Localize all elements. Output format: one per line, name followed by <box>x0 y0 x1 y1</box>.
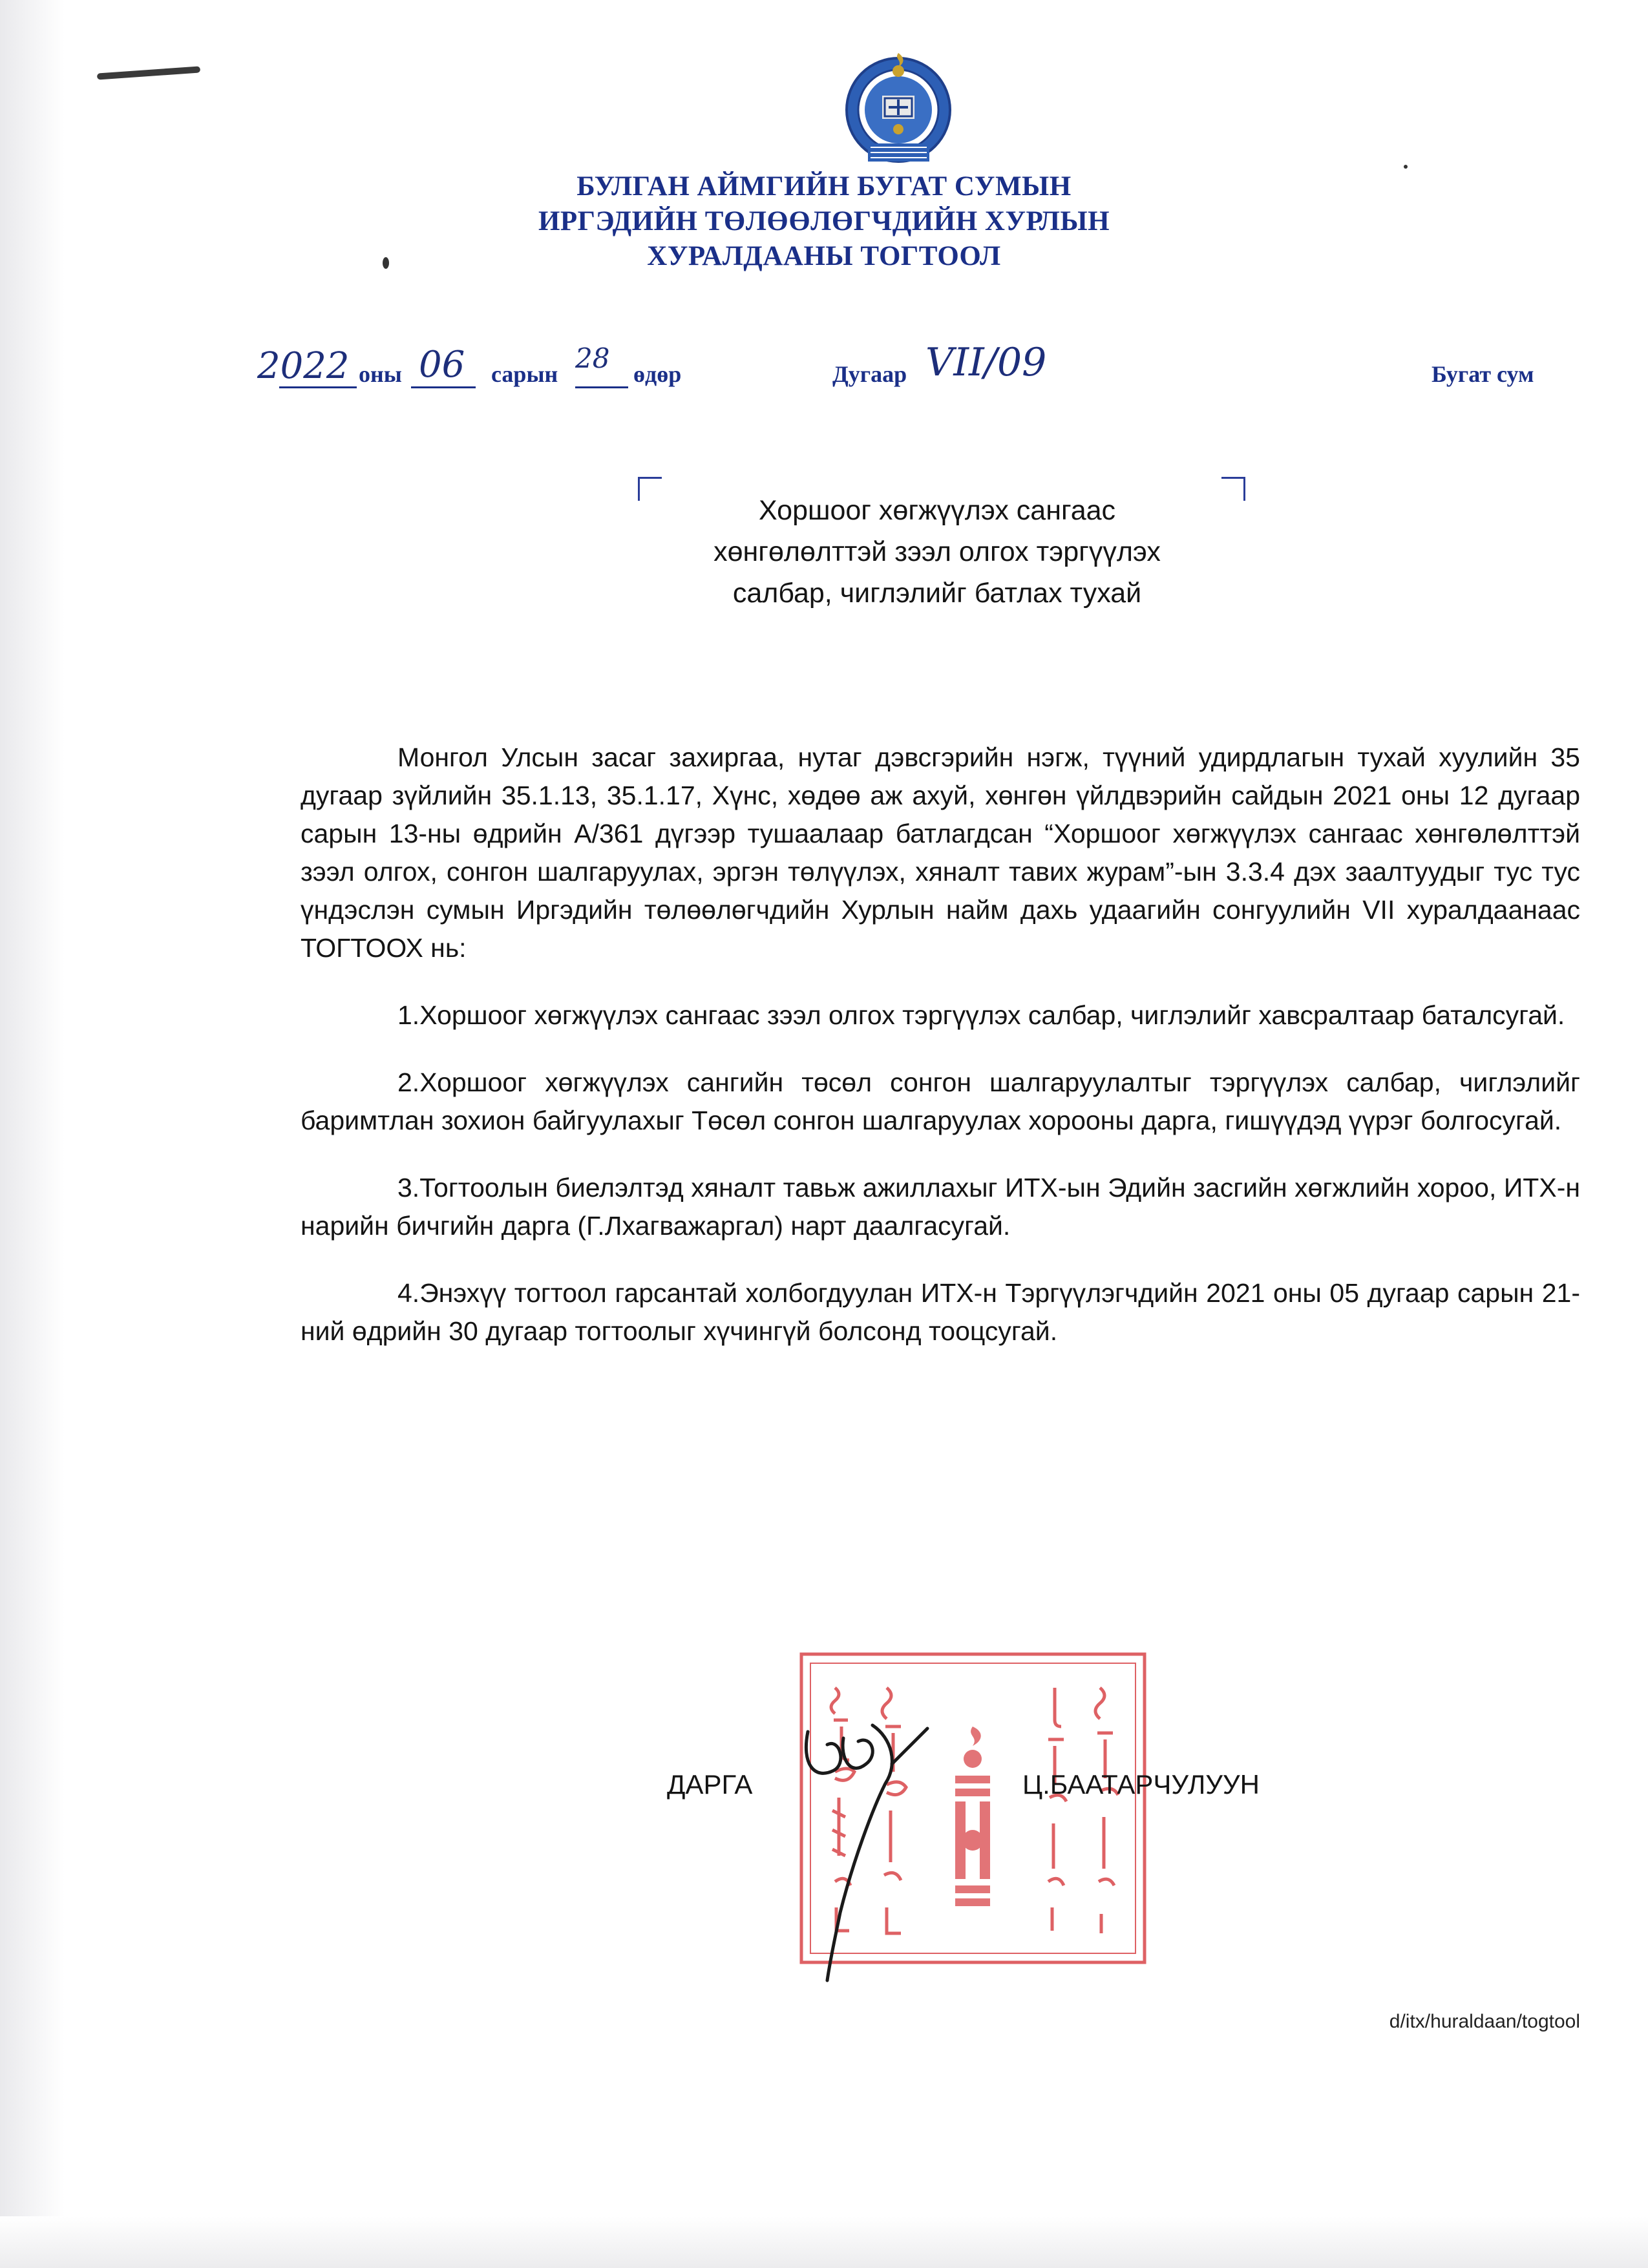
scan-bottom-shadow <box>0 2216 1648 2268</box>
handwritten-signature <box>795 1719 931 1990</box>
handwritten-day: 28 <box>575 342 610 374</box>
year-blank-line <box>279 386 357 388</box>
header-line-3: ХУРАЛДААНЫ ТОГТООЛ <box>647 241 1001 271</box>
paragraph-item-3: 3.Тогтоолын биелэлтэд хяналт тавьж ажиллахыг ИТХ-ын Эдийн засгийн хөгжлийн хороо, ИТХ-н нарийн бичгийн дарга (Г.Лхагважаргал) нарт даалгасугай. <box>301 1173 1580 1241</box>
resolution-body <box>301 739 1580 1380</box>
signer-name: Ц.БААТАРЧУЛУУН <box>1022 1769 1260 1800</box>
pen-mark <box>97 66 200 79</box>
month-label: сарын <box>491 361 558 387</box>
handwritten-number: VII/09 <box>925 340 1047 385</box>
paragraph-item-4: 4.Энэхүү тогтоол гарсантай холбогдуулан ИТХ-н Тэргүүлэгчдийн 2021 оны 05 дугаар сарын 21-ний өдрийн 30 дугаар тогтоолыг хүчингүй болсонд тооцсугай. <box>301 1278 1580 1346</box>
day-blank-line <box>575 386 628 388</box>
subject-line-2: хөнгөлөлттэй зээл олгох тэргүүлэх <box>713 536 1161 567</box>
paragraph-item-1: 1.Хоршоог хөгжүүлэх сангаас зээл олгох тэргүүлэх салбар, чиглэлийг хавсралтаар баталсугай. <box>397 1000 1565 1030</box>
header-line-1: БУЛГАН АЙМГИЙН БУГАТ СУМЫН <box>576 171 1072 202</box>
signer-title: ДАРГА <box>667 1769 753 1800</box>
day-label: өдөр <box>633 361 682 387</box>
subject-line-1: Хоршоог хөгжүүлэх сангаас <box>758 495 1116 526</box>
subject-line-3: салбар, чиглэлийг батлах тухай <box>732 578 1142 609</box>
file-reference: d/itx/huraldaan/togtool <box>1389 2011 1580 2032</box>
handwritten-month: 06 <box>419 344 465 386</box>
signature-row <box>0 1764 1648 1816</box>
place-label: Бугат сум <box>1431 361 1534 387</box>
document-header <box>0 169 1648 274</box>
scan-edge-shadow <box>0 0 65 2268</box>
handwritten-year: 2022 <box>257 345 350 387</box>
mongolia-state-emblem-icon <box>842 45 955 171</box>
subject-block <box>607 490 1267 614</box>
ink-dot <box>1404 165 1408 169</box>
date-number-row <box>0 340 1648 407</box>
number-label: Дугаар <box>832 361 907 387</box>
header-line-2: ИРГЭДИЙН ТӨЛӨӨЛӨГЧДИЙН ХУРЛЫН <box>538 206 1110 236</box>
month-blank-line <box>411 386 476 388</box>
paragraph-preamble: Монгол Улсын засаг захиргаа, нутаг дэвсгэрийн нэгж, түүний удирдлагын тухай хуулийн 35 дугаар зүйлийн 35.1.13, 35.1.17, Хүнс, хөдөө аж ахуй, хөнгөн үйлдвэрийн сайдын 2021 оны 12 дугаар сарын 13-ны өдрийн А/361 дүгээр тушаалаар батлагдсан “Хоршоог хөгжүүлэх сангаас хөнгөлөлттэй зээл олгох, сонгон шалгаруулах, эргэн төлүүлэх, хяналт тавих журам”-ын 3.3.4 дэх заалтуудыг тус тус үндэслэн сумын Иргэдийн төлөөлөгчдийн Хурлын найм дахь удаагийн сонгуулийн VII хуралдаанаас ТОГТООХ нь: <box>301 742 1580 963</box>
year-label: оны <box>359 361 402 387</box>
paragraph-item-2: 2.Хоршоог хөгжүүлэх сангийн төсөл сонгон шалгаруулалтыг тэргүүлэх салбар, чиглэлийг баримтлан зохион байгуулахыг Төсөл сонгон шалгаруулах хорооны дарга, гишүүдэд үүрэг болгосугай. <box>301 1067 1580 1135</box>
